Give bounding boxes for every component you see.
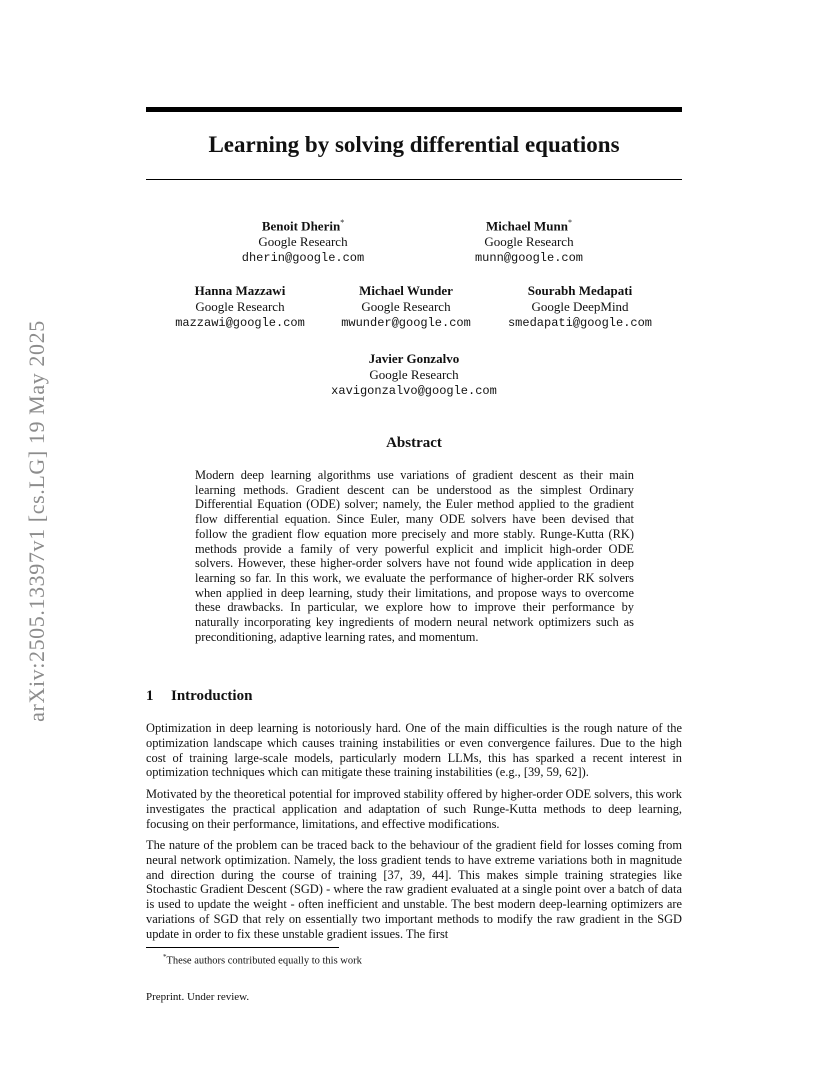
abstract-text: Modern deep learning algorithms use variations of gradient descent as their main learning methods. Gradient descent can be understood as the simplest Ordinary Differential Equation (ODE) solver; namely, the Euler method applied to the gradient flow differential equation. Since Euler, many ODE solvers have been devised that follow the gradient flow equation more precisely and more stably. Runge-Kutta (RK) methods provide a family of very powerful explicit and implicit high-order ODE solvers. However, these higher-order solvers have not found wide application in deep learning so far. In this work, we evaluate the performance of higher-order RK solvers when applied in deep learning, study their limitations, and propose ways to overcome these drawbacks. In particular, we explore how to improve their performance by naturally incorporating key ingredients of modern neural network optimizers such as preconditioning, adaptive learning rates, and momentum. [195,468,634,644]
equal-contribution-mark: * [567,218,572,227]
author-block [326,283,486,331]
section-number: 1 [146,688,154,704]
page-footer: Preprint. Under review. [146,991,250,1003]
author-affiliation: Google DeepMind [531,299,629,314]
author-email[interactable]: mwunder@google.com [341,316,471,330]
author-block [319,351,509,399]
author-name: Javier Gonzalvo [368,351,460,366]
author-email[interactable]: munn@google.com [474,251,584,266]
author-affiliation: Google Research [361,299,451,314]
body-paragraph: The nature of the problem can be traced back to the behaviour of the gradient field for losses coming from neural network optimization. Namely, the loss gradient tends to have extreme variations both in magnitude and direction during the course of training [37, 39, 44]. This makes simple training strategies like Stochastic Gradient Descent (SGD) - where the raw gradient evaluated at a single point over a batch of data is used to update the weight - often inefficient and unstable. The best modern deep-learning optimizers are variations of SGD that rely on essentially two important methods to modify the raw gradient in the SGD update in order to fix these unstable gradient issues. The first [146,838,682,941]
author-name: Michael Wunder [359,283,453,298]
author-block [223,215,383,266]
author-email[interactable]: dherin@google.com [241,251,365,266]
author-affiliation: Google Research [484,234,574,250]
author-name: Michael Munn [486,218,568,234]
author-affiliation: Google Research [195,299,285,314]
author-email[interactable]: xavigonzalvo@google.com [331,384,497,398]
body-paragraph: Optimization in deep learning is notoriously hard. One of the main difficulties is the rough nature of the optimization landscape which causes training instabilities or even convergence failures. Due to the high cost of training large-scale models, particularly modern LLMs, this has sparked a recent interest in optimization techniques which can mitigate these training instabilities (e.g., [39, 59, 62]). [146,721,682,780]
footnote [163,951,362,968]
author-email[interactable]: smedapati@google.com [507,316,653,330]
abstract-heading: Abstract [386,435,442,451]
footnote-text: These authors contributed equally to this work [166,955,362,967]
author-name: Hanna Mazzawi [194,283,286,298]
arxiv-identifier: arXiv:2505.13397v1 [cs.LG] 19 May 2025 [24,320,49,722]
author-affiliation: Google Research [369,367,459,382]
author-block [449,215,609,266]
paper-title: Learning by solving differential equations [208,132,620,157]
body-paragraph: Motivated by the theoretical potential for improved stability offered by higher-order ODE solvers, this work investigates the practical application and adaptation of such Runge-Kutta methods to deep learning, focusing on their performance, limitations, and effective modifications. [146,787,682,831]
title-top-rule [146,107,682,112]
section-heading [146,687,252,705]
section-title: Introduction [171,688,253,704]
author-block [495,283,665,331]
equal-contribution-mark: * [340,218,345,227]
author-block [160,283,320,331]
author-name: Benoit Dherin [261,218,341,234]
author-affiliation: Google Research [258,234,348,250]
footnote-rule [146,947,339,948]
author-email[interactable]: mazzawi@google.com [175,316,305,330]
title-bottom-rule [146,179,682,180]
author-name: Sourabh Medapati [527,283,633,298]
footnote-mark: * [163,953,167,961]
